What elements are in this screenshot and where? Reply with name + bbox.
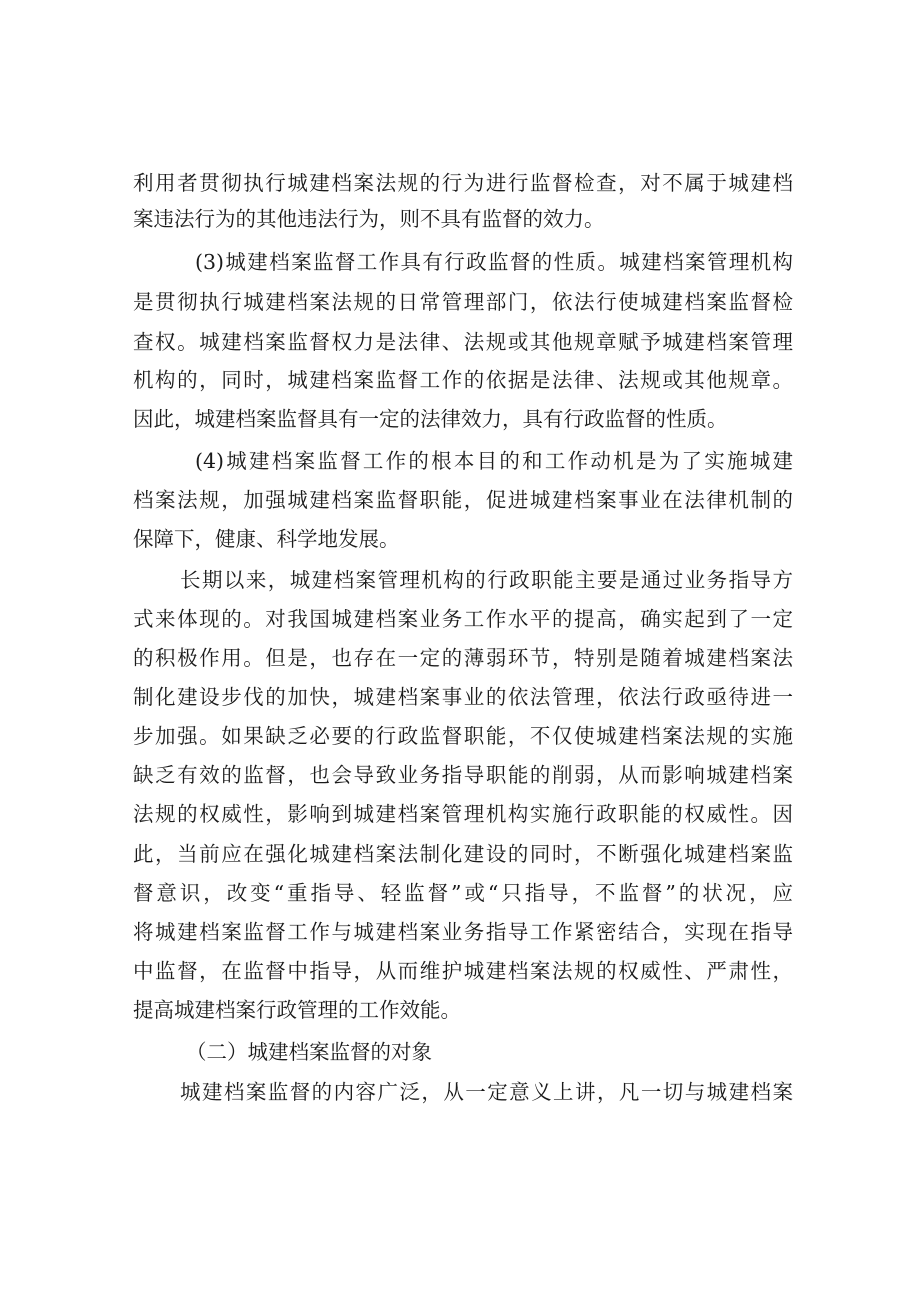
paragraph-line: 案违法行为的其他违法行为，则不具有监督的效力。 bbox=[133, 207, 605, 231]
paragraph-line: 式来体现的。对我国城建档案业务工作水平的提高，确实起到了一定 bbox=[133, 607, 793, 631]
paragraph-line: 长期以来，城建档案管理机构的行政职能主要是通过业务指导方 bbox=[180, 568, 793, 592]
paragraph-line: 法规的权威性，影响到城建档案管理机构实施行政职能的权威性。因 bbox=[133, 802, 793, 826]
paragraph-line: 督意识，改变“重指导、轻监督”或“只指导，不监督”的状况，应 bbox=[133, 881, 793, 905]
paragraph-line: 缺乏有效的监督，也会导致业务指导职能的削弱，从而影响城建档案 bbox=[133, 763, 793, 787]
paragraph-line: 将城建档案监督工作与城建档案业务指导工作紧密结合，实现在指导 bbox=[133, 920, 793, 944]
paragraph-line: 因此，城建档案监督具有一定的法律效力，具有行政监督的性质。 bbox=[133, 407, 728, 431]
paragraph-line: 中监督，在监督中指导，从而维护城建档案法规的权威性、严肃性， bbox=[133, 959, 793, 983]
paragraph-line: 档案法规，加强城建档案监督职能，促进城建档案事业在法律机制的 bbox=[133, 488, 793, 512]
paragraph-line: 查权。城建档案监督权力是法律、法规或其他规章赋予城建档案管理 bbox=[133, 330, 793, 354]
paragraph-line: 利用者贯彻执行城建档案法规的行为进行监督检查，对不属于城建档 bbox=[133, 171, 793, 195]
paragraph-line: 此，当前应在强化城建档案法制化建设的同时，不断强化城建档案监 bbox=[133, 842, 793, 866]
section-heading: （二）城建档案监督的对象 bbox=[186, 1040, 432, 1064]
paragraph-line: 保障下，健康、科学地发展。 bbox=[133, 527, 400, 551]
paragraph-line: 的积极作用。但是，也存在一定的薄弱环节，特别是随着城建档案法 bbox=[133, 646, 793, 670]
paragraph-line: 制化建设步伐的加快，城建档案事业的依法管理，依法行政亟待进一 bbox=[133, 685, 793, 709]
paragraph-line: 机构的，同时，城建档案监督工作的依据是法律、法规或其他规章。 bbox=[133, 368, 793, 392]
paragraph-line: 提高城建档案行政管理的工作效能。 bbox=[133, 998, 461, 1022]
paragraph-line: 是贯彻执行城建档案法规的日常管理部门，依法行使城建档案监督检 bbox=[133, 290, 793, 314]
paragraph-line-item-3: (3)城建档案监督工作具有行政监督的性质。城建档案管理机构 bbox=[195, 250, 793, 274]
paragraph-line-item-4: (4)城建档案监督工作的根本目的和工作动机是为了实施城建 bbox=[195, 449, 793, 473]
paragraph-line: 城建档案监督的内容广泛，从一定意义上讲，凡一切与城建档案 bbox=[180, 1080, 793, 1104]
paragraph-line: 步加强。如果缺乏必要的行政监督职能，不仅使城建档案法规的实施 bbox=[133, 724, 793, 748]
